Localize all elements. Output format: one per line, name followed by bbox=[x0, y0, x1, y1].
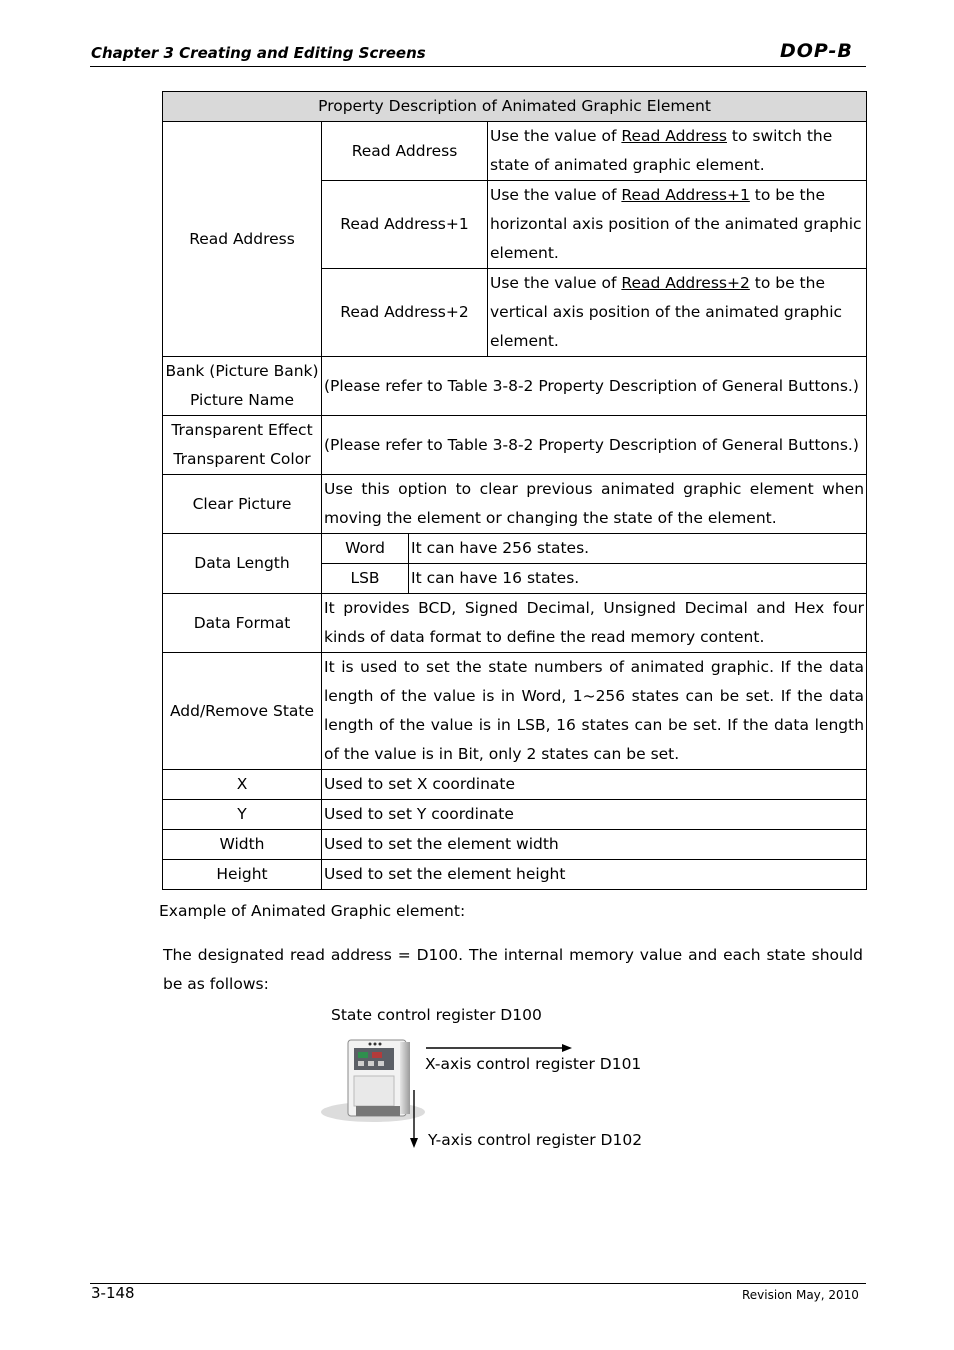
chapter-title: Chapter 3 Creating and Editing Screens bbox=[91, 44, 426, 62]
read-address-1-desc: Use the value of Read Address+1 to be the horizontal axis position of the animated graphic element. bbox=[488, 181, 867, 269]
data-length-label: Data Length bbox=[163, 534, 322, 594]
height-desc: Used to set the element height bbox=[322, 860, 867, 890]
add-remove-state-label: Add/Remove State bbox=[163, 653, 322, 770]
data-format-desc: It provides BCD, Signed Decimal, Unsigned Decimal and Hex four kinds of data format to define the read memory content. bbox=[322, 594, 867, 653]
read-address-desc: Use the value of Read Address to switch the state of animated graphic element. bbox=[488, 122, 867, 181]
data-length-lsb: LSB bbox=[322, 564, 409, 594]
add-remove-state-desc: It is used to set the state numbers of animated graphic. If the data length of the value is in Word, 1~256 states can be set. If the data length of the value is in LSB, 16 states can be set. If the data length of the value is in Bit, only 2 states can be set. bbox=[322, 653, 867, 770]
x-desc: Used to set X coordinate bbox=[322, 770, 867, 800]
bank-label: Bank (Picture Bank) Picture Name bbox=[163, 357, 322, 416]
clear-picture-label: Clear Picture bbox=[163, 475, 322, 534]
y-axis-label: Y-axis control register D102 bbox=[428, 1131, 643, 1149]
table-title: Property Description of Animated Graphic Element bbox=[163, 92, 867, 122]
x-label: X bbox=[163, 770, 322, 800]
page-number: 3-148 bbox=[91, 1284, 135, 1302]
data-length-word-desc: It can have 256 states. bbox=[409, 534, 867, 564]
read-address-2-name: Read Address+2 bbox=[322, 269, 488, 357]
dop-b-logo: DOP-B bbox=[780, 40, 853, 62]
data-length-lsb-desc: It can have 16 states. bbox=[409, 564, 867, 594]
width-label: Width bbox=[163, 830, 322, 860]
read-address-1-name: Read Address+1 bbox=[322, 181, 488, 269]
header-rule bbox=[90, 66, 866, 67]
read-address-label: Read Address bbox=[163, 122, 322, 357]
read-address-2-desc: Use the value of Read Address+2 to be the vertical axis position of the animated graphic element. bbox=[488, 269, 867, 357]
data-format-label: Data Format bbox=[163, 594, 322, 653]
transparent-label: Transparent Effect Transparent Color bbox=[163, 416, 322, 475]
clear-picture-desc: Use this option to clear previous animated graphic element when moving the element or changing the state of the element. bbox=[322, 475, 867, 534]
y-arrowhead-icon bbox=[410, 1138, 418, 1148]
y-desc: Used to set Y coordinate bbox=[322, 800, 867, 830]
property-table bbox=[162, 91, 867, 890]
data-length-word: Word bbox=[322, 534, 409, 564]
example-paragraph: The designated read address = D100. The internal memory value and each state should be as follows: bbox=[163, 946, 863, 993]
transparent-desc: (Please refer to Table 3-8-2 Property Description of General Buttons.) bbox=[322, 416, 867, 475]
width-desc: Used to set the element width bbox=[322, 830, 867, 860]
state-control-label: State control register D100 bbox=[331, 1006, 542, 1024]
x-axis-label: X-axis control register D101 bbox=[425, 1055, 642, 1073]
y-label: Y bbox=[163, 800, 322, 830]
example-heading: Example of Animated Graphic element: bbox=[159, 902, 466, 920]
height-label: Height bbox=[163, 860, 322, 890]
footer-rule bbox=[90, 1283, 866, 1284]
revision-date: Revision May, 2010 bbox=[742, 1288, 859, 1302]
bank-desc: (Please refer to Table 3-8-2 Property Description of General Buttons.) bbox=[322, 357, 867, 416]
ac-drive-image bbox=[321, 1040, 425, 1122]
read-address-name: Read Address bbox=[322, 122, 488, 181]
